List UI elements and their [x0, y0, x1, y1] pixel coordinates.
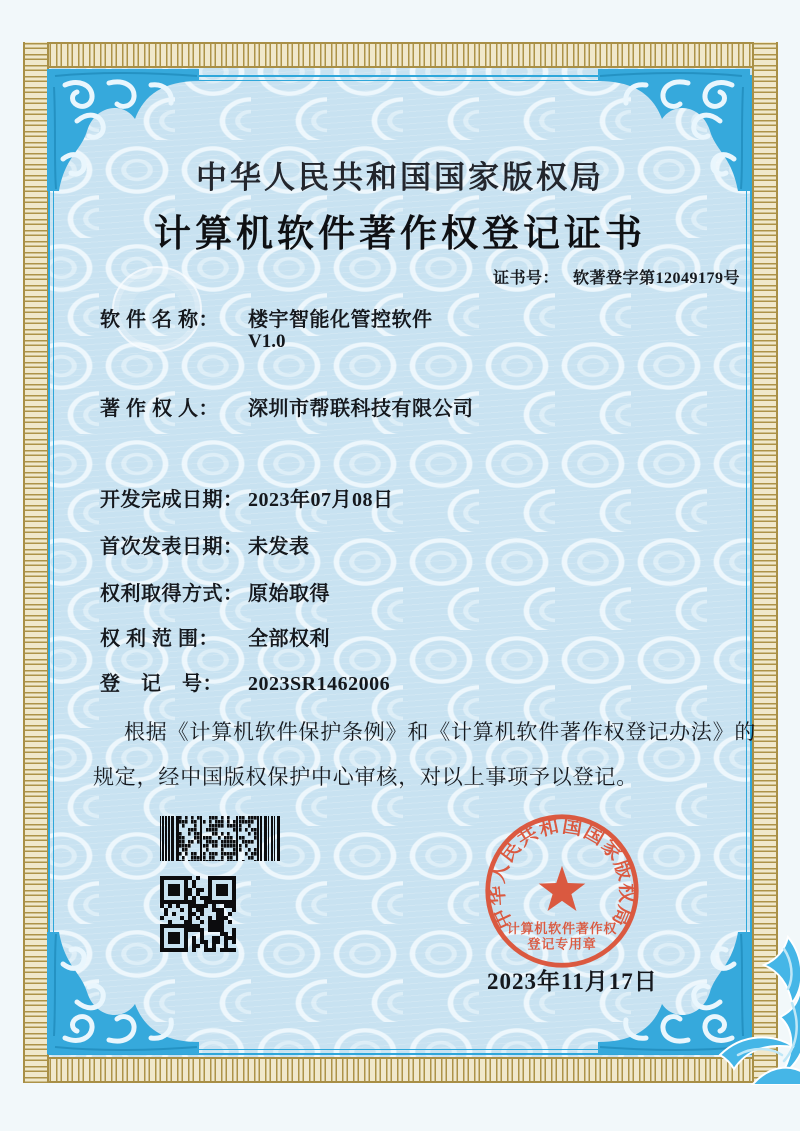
field-copyright-owner [100, 392, 474, 421]
field-first-publication-date [100, 530, 310, 559]
certificate-number-value: 软著登字第12049179号 [573, 270, 741, 287]
seal-text-line1: 计算机软件著作权 [506, 920, 618, 936]
field-value: 2023SR1462006 [248, 673, 391, 695]
field-label: 权利取得方式： [100, 583, 244, 605]
seal-star [539, 866, 586, 911]
official-seal [480, 812, 644, 970]
field-value: 未发表 [248, 536, 310, 558]
qr-code [160, 876, 236, 952]
field-label: 权 利 范 围： [100, 628, 219, 650]
certificate-number-label: 证书号： [493, 270, 560, 287]
field-software-version: V1.0 [248, 331, 286, 352]
field-label: 软 件 名 称： [100, 309, 219, 331]
statement-line-2: 规定，经中国版权保护中心审核，对以上事项予以登记。 [93, 765, 638, 789]
field-label: 登 记 号： [100, 673, 223, 695]
barcode [160, 816, 282, 861]
certificate-number [493, 265, 740, 288]
certificate-title: 计算机软件著作权登记证书 [154, 214, 646, 255]
field-value: 2023年07月08日 [248, 489, 394, 511]
field-value: 全部权利 [248, 628, 330, 650]
field-rights-acquisition [100, 577, 330, 606]
seal-text-line2: 登记专用章 [527, 936, 597, 952]
field-value: 深圳市帮联科技有限公司 [248, 398, 474, 420]
authority-title: 中华人民共和国国家版权局 [196, 160, 604, 195]
field-software-name [100, 303, 433, 332]
field-registration-number [100, 667, 390, 696]
field-value: 原始取得 [248, 583, 330, 605]
issue-date: 2023年11月17日 [487, 969, 658, 994]
field-rights-scope [100, 622, 330, 651]
seal-ring-text: 中华人民共和国国家版权局 [486, 815, 638, 932]
field-label: 开发完成日期： [100, 489, 244, 511]
wave-ornament [662, 933, 800, 1085]
field-label: 著 作 权 人： [100, 398, 219, 420]
field-value: 楼宇智能化管控软件 [248, 309, 433, 331]
field-completion-date [100, 483, 394, 512]
statement-line-1: 根据《计算机软件保护条例》和《计算机软件著作权登记办法》的 [124, 720, 757, 744]
field-label: 首次发表日期： [100, 536, 244, 558]
